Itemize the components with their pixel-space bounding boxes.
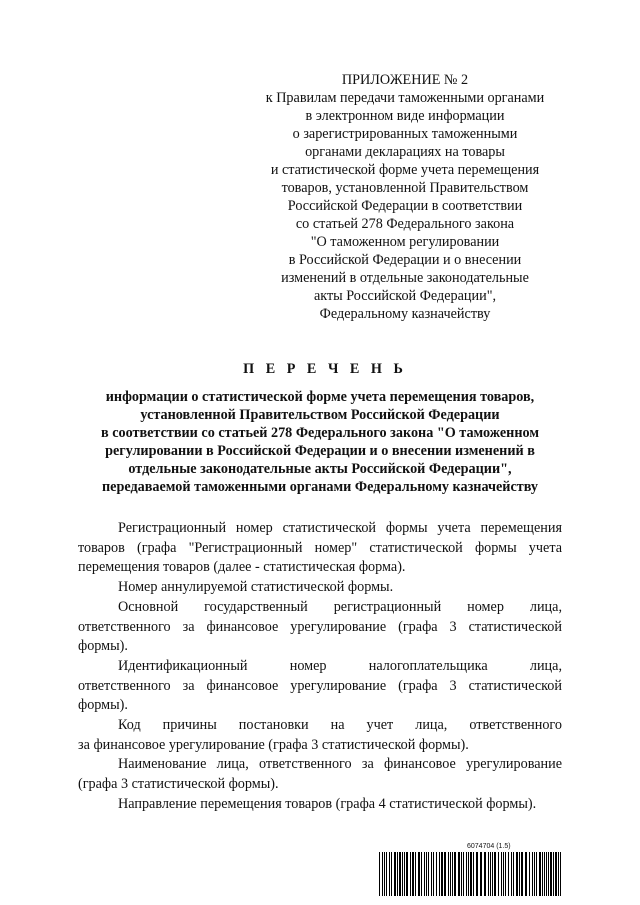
subtitle-line: регулировании в Российской Федерации и о внесении изменений в	[105, 443, 535, 459]
text-line: (графа 3 статистической формы).	[78, 776, 279, 793]
document-subtitle	[0, 388, 640, 496]
text-line: перемещения товаров (далее - статистическая форма).	[78, 559, 406, 576]
text-line: Идентификационный номер налогоплательщика лица,	[118, 657, 562, 674]
appendix-line: в Российской Федерации и о внесении	[288, 252, 522, 268]
document-heading	[0, 360, 640, 496]
list-item	[78, 598, 562, 657]
appendix-line: Федеральному казначейству	[319, 306, 491, 322]
text-line: Основной государственный регистрационный номер лица,	[118, 598, 562, 615]
list-item	[78, 716, 562, 755]
subtitle-line: информации о статистической форме учета перемещения товаров,	[105, 389, 535, 405]
text-line: Номер аннулируемой статистической формы.	[118, 579, 394, 596]
appendix-line: органами декларациях на товары	[305, 144, 505, 160]
text-line: формы).	[78, 638, 128, 655]
appendix-line: со статьей 278 Федерального закона	[295, 216, 515, 232]
appendix-line: изменений в отдельные законодательные	[281, 270, 529, 286]
appendix-block	[240, 71, 570, 323]
text-line: за финансовое урегулирование (графа 3 статистической формы).	[78, 736, 469, 753]
text-line: Регистрационный номер статистической формы учета перемещения	[118, 520, 562, 536]
subtitle-line: установленной Правительством Российской Федерации	[140, 407, 500, 423]
appendix-line: "О таможенном регулировании	[310, 234, 500, 250]
text-line: товаров (графа "Регистрационный номер" статистической формы учета	[78, 539, 562, 556]
text-line: ответственного за финансовое урегулирование (графа 3 статистической	[78, 677, 562, 694]
appendix-line: в электронном виде информации	[305, 108, 505, 124]
appendix-line: товаров, установленной Правительством	[281, 180, 529, 196]
appendix-line: Российской Федерации в соответствии	[287, 198, 523, 214]
list-item	[78, 795, 562, 815]
appendix-line: к Правилам передачи таможенными органами	[265, 90, 545, 106]
text-line: Код причины постановки на учет лица, ответственного	[118, 717, 562, 734]
appendix-line: о зарегистрированных таможенными	[292, 126, 518, 142]
barcode-number: 6074704 (1.5)	[467, 843, 511, 850]
subtitle-line: отдельные законодательные акты Российской Федерации",	[128, 461, 512, 477]
text-line: ответственного за финансовое урегулирование (графа 3 статистической	[78, 618, 562, 635]
appendix-line: и статистической форме учета перемещения	[270, 162, 540, 178]
subtitle-line: в соответствии со статьей 278 Федерального закона "О таможенном	[101, 425, 539, 441]
text-line: Направление перемещения товаров (графа 4 статистической формы).	[118, 795, 537, 812]
document-title: П Е Р Е Ч Е Н Ь	[243, 361, 407, 377]
list-item	[78, 755, 562, 794]
list-item	[78, 657, 562, 716]
text-line: Наименование лица, ответственного за финансовое урегулирование	[118, 756, 562, 773]
appendix-line: ПРИЛОЖЕНИЕ № 2	[341, 72, 469, 88]
list-item	[78, 578, 562, 598]
document-body	[78, 519, 562, 815]
text-line: формы).	[78, 697, 128, 714]
appendix-line: акты Российской Федерации",	[313, 288, 497, 304]
subtitle-line: передаваемой таможенными органами Федеральному казначейству	[101, 479, 539, 495]
list-item	[78, 519, 562, 578]
barcode-image	[379, 852, 563, 896]
